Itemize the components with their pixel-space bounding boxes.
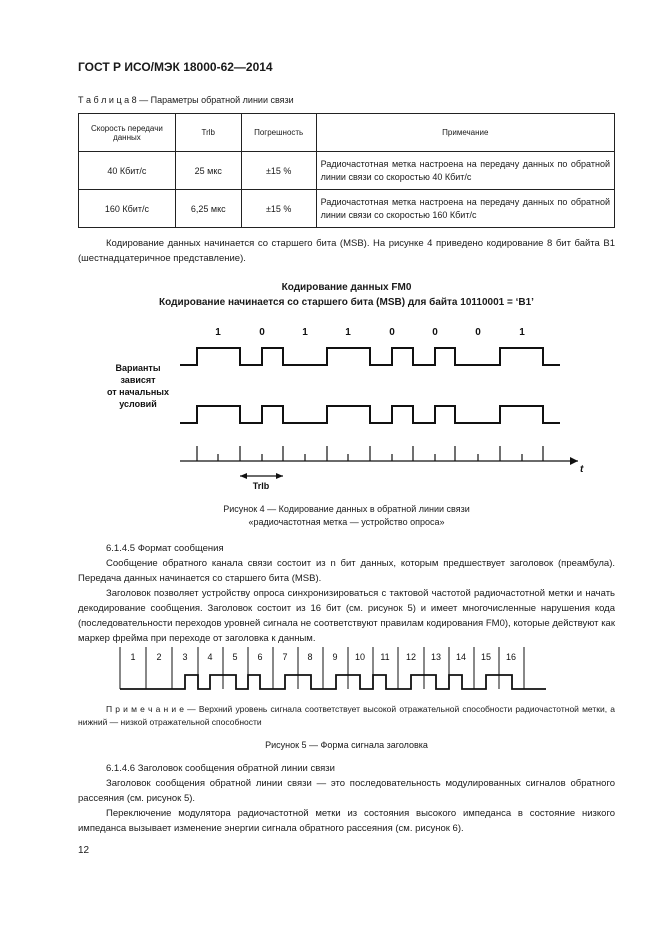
table-cell: ±15 % [241, 152, 316, 190]
figure4-diagram [0, 318, 662, 490]
bit-number: 14 [455, 652, 467, 662]
svg-text:от начальных: от начальных [106, 387, 170, 397]
bit-number: 16 [505, 652, 517, 662]
note-label: П р и м е ч а н и е [106, 704, 184, 714]
bit-number: 8 [307, 652, 313, 662]
bit-label: 0 [389, 327, 395, 338]
section-6145-paragraph1: Сообщение обратного канала связи состоит из n бит данных, которым предшествует заголовок (преамбула). Передача данных начинается со старшего бита (MSB). [78, 558, 615, 584]
bit-label: 1 [345, 327, 351, 338]
bit-label: 0 [259, 327, 265, 338]
bit-label: 1 [519, 327, 525, 338]
time-arrow-head [570, 457, 578, 465]
section-heading-6145: 6.1.4.5 Формат сообщения [106, 543, 224, 554]
table-cell: 6,25 мкс [175, 190, 241, 228]
bit-number: 11 [380, 652, 390, 662]
bit-number: 6 [257, 652, 263, 662]
table-row [79, 152, 615, 190]
table-header-row [79, 114, 615, 152]
bit-number: 5 [232, 652, 238, 662]
page-number: 12 [78, 845, 90, 856]
bit-label: 1 [215, 327, 221, 338]
fm0-waveform-2 [180, 406, 560, 423]
figure4-subtitle: Кодирование начинается со старшего бита (MSB) для байта 10110001 = ‘B1’ [159, 297, 534, 308]
coding-paragraph: Кодирование данных начинается со старшего бита (MSB). На рисунке 4 приведено кодирование 8 бит байта B1 (шестнадцатеричное представление). [78, 238, 615, 264]
t-axis-label: t [580, 464, 584, 475]
time-ticks [197, 446, 543, 461]
preamble-waveform [120, 675, 546, 689]
figure4-caption-line2: «радиочастотная метка — устройство опроса» [248, 517, 445, 527]
table-cell: Радиочастотная метка настроена на передачу данных по обратной линии связи со скоростью 160 Кбит/с [316, 190, 614, 228]
table-row [79, 190, 615, 228]
table-cell: 40 Кбит/с [79, 152, 176, 190]
parameters-table [78, 113, 615, 228]
column-header: Скорость передачи данных [79, 114, 176, 152]
svg-text:условий: условий [119, 399, 157, 409]
side-label [107, 363, 169, 409]
section-6146-paragraph2: Переключение модулятора радиочастотной метки из состояния высокого импеданса в состояние низкого импеданса вызывает изменение энергии сигнала обратного рассеяния (см. рисунок 6). [78, 808, 615, 834]
table-cell: ±15 % [241, 190, 316, 228]
section-heading-6146: 6.1.4.6 Заголовок сообщения обратной линии связи [106, 763, 335, 774]
bit-label: 0 [475, 327, 481, 338]
svg-text:зависят: зависят [120, 375, 156, 385]
bit-number: 15 [480, 652, 492, 662]
bit-number: 12 [405, 652, 417, 662]
bit-number: 1 [130, 652, 136, 662]
figure4-title: Кодирование данных FM0 [281, 282, 412, 293]
figure5-caption: Рисунок 5 — Форма сигнала заголовка [265, 740, 428, 750]
fm0-waveform-1 [180, 348, 560, 365]
bit-number: 4 [207, 652, 213, 662]
svg-text:Варианты: Варианты [115, 363, 161, 373]
figure4-caption-line1: Рисунок 4 — Кодирование данных в обратной линии связи [223, 504, 470, 514]
column-header: Примечание [316, 114, 614, 152]
figure5-diagram [110, 645, 550, 695]
table-caption: Т а б л и ц а 8 — Параметры обратной линии связи [78, 95, 294, 105]
table-cell: Радиочастотная метка настроена на передачу данных по обратной линии связи со скоростью 40 Кбит/с [316, 152, 614, 190]
bit-label: 0 [432, 327, 438, 338]
bit-number: 7 [282, 652, 288, 662]
section-6146-paragraph1: Заголовок сообщения обратной линии связи — это последовательность модулированных сигналов обратного рассеяния (см. рисунок 5). [78, 778, 615, 804]
column-header: Погрешность [241, 114, 316, 152]
note-text: — Верхний уровень сигнала соответствует высокой отражательной способности радиочастотной метки, а нижний — низкой отражательной способности [78, 704, 615, 727]
figure5-note [78, 703, 615, 729]
trlb-label: Trlb [252, 481, 270, 490]
bit-number: 10 [354, 652, 366, 662]
bit-number: 3 [182, 652, 188, 662]
section-6145-paragraph2: Заголовок позволяет устройству опроса синхронизироваться с тактовой частотой радиочастотной метки и начать декодирование сообщения. Заголовок состоит из 16 бит (см. рисунок 5) и имеет многочисленные нарушения кода (последовательности переходов уровней сигнала не соответствуют правилам кодирования FM0), которые действуют как маркер фрейма при переходе от заголовка к данным. [78, 588, 615, 644]
table-cell: 25 мкс [175, 152, 241, 190]
bit-number: 9 [332, 652, 338, 662]
table-cell: 160 Кбит/с [79, 190, 176, 228]
bit-label: 1 [302, 327, 308, 338]
column-header: Trlb [175, 114, 241, 152]
bit-number: 13 [430, 652, 442, 662]
document-header: ГОСТ Р ИСО/МЭК 18000-62—2014 [78, 60, 273, 74]
bit-number: 2 [156, 652, 162, 662]
